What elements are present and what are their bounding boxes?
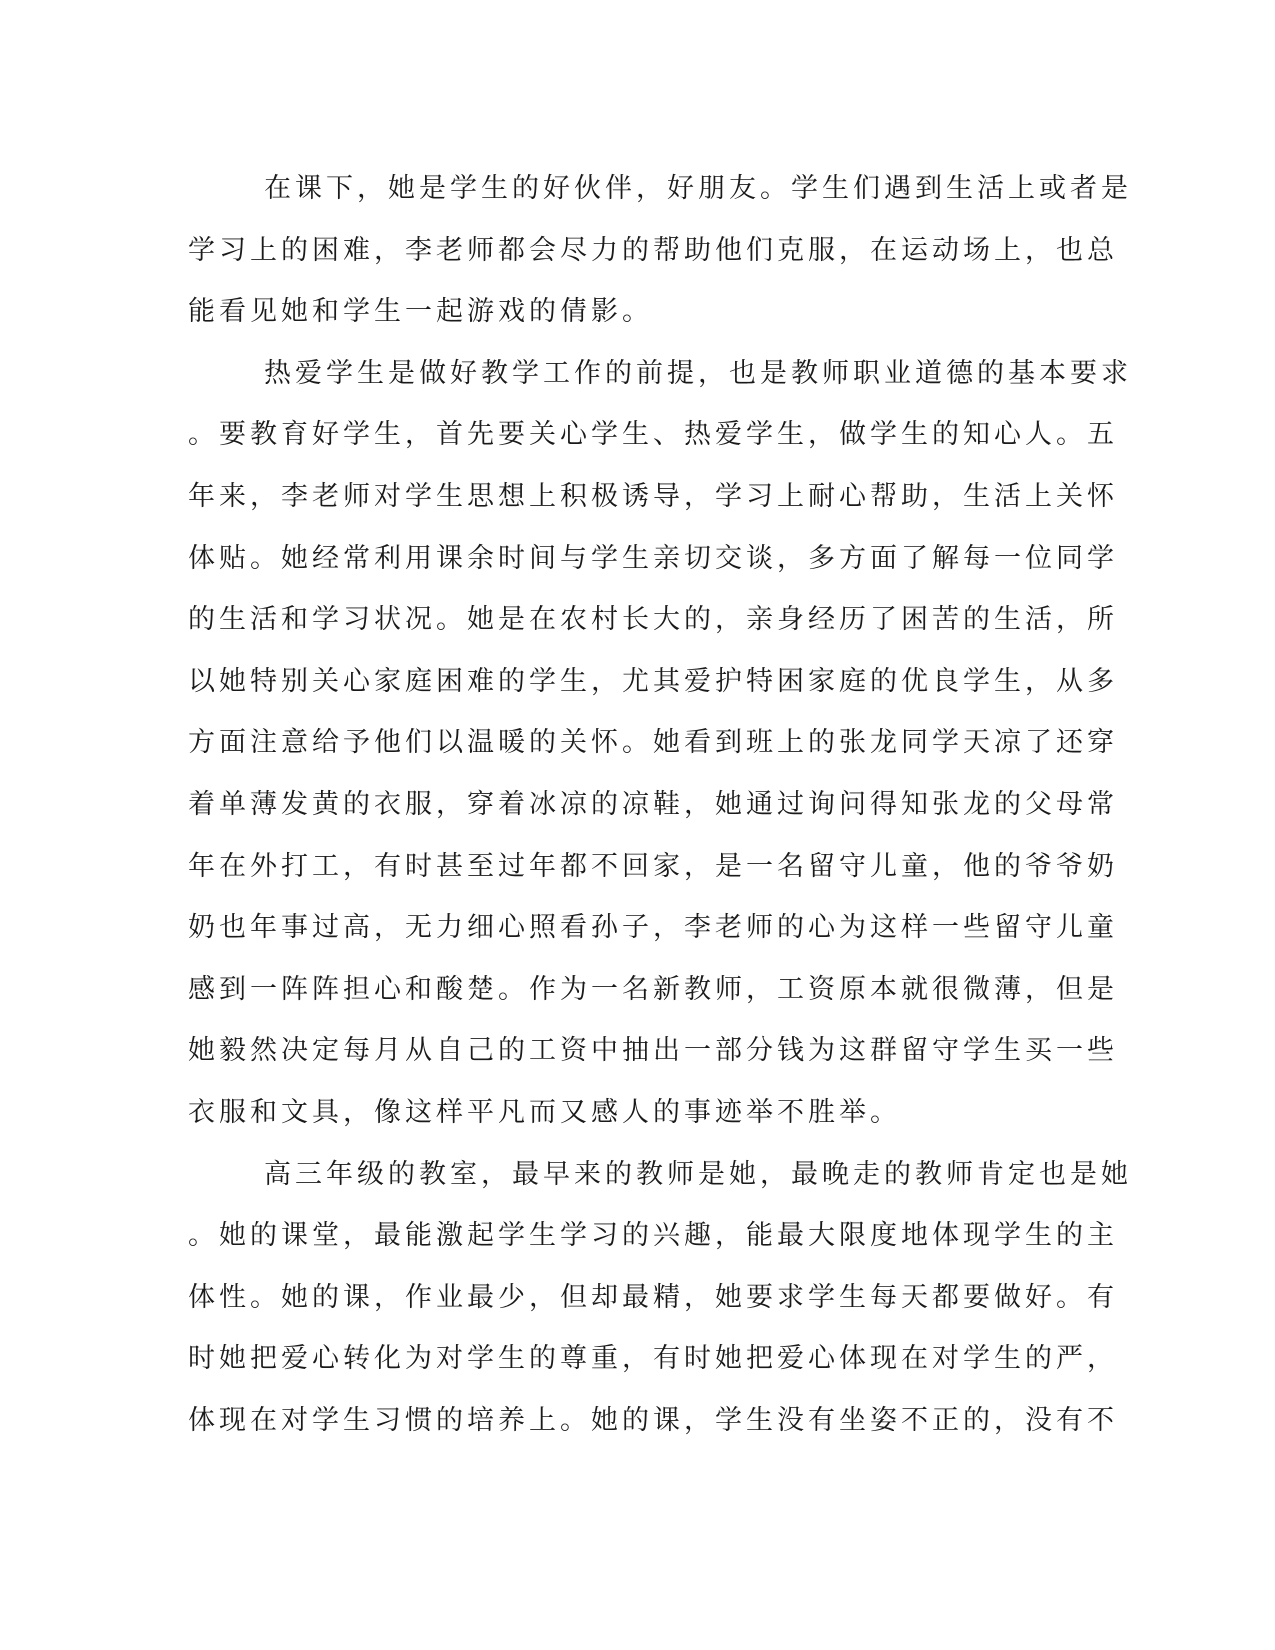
paragraph-line: 着单薄发黄的衣服，穿着冰凉的凉鞋，她通过询问得知张龙的父母常 — [188, 788, 1118, 820]
paragraph-1 — [188, 158, 1132, 343]
paragraph-line: 方面注意给予他们以温暖的关怀。她看到班上的张龙同学天凉了还穿 — [188, 727, 1118, 759]
paragraph-line: 体性。她的课，作业最少，但却最精，她要求学生每天都要做好。有 — [188, 1281, 1118, 1313]
paragraph-3 — [188, 1144, 1132, 1452]
paragraph-line: 能看见她和学生一起游戏的倩影。 — [188, 296, 653, 328]
paragraph-line: 年来，李老师对学生思想上积极诱导，学习上耐心帮助，生活上关怀 — [188, 480, 1118, 512]
paragraph-line: 奶也年事过高，无力细心照看孙子，李老师的心为这样一些留守儿童 — [188, 912, 1118, 944]
paragraph-line: 。要教育好学生，首先要关心学生、热爱学生，做学生的知心人。五 — [188, 419, 1118, 451]
paragraph-line: 衣服和文具，像这样平凡而又感人的事迹举不胜举。 — [188, 1096, 901, 1128]
paragraph-line: 学习上的困难，李老师都会尽力的帮助他们克服，在运动场上，也总 — [188, 234, 1118, 266]
paragraph-line: 年在外打工，有时甚至过年都不回家，是一名留守儿童，他的爷爷奶 — [188, 850, 1118, 882]
paragraph-line: 体现在对学生习惯的培养上。她的课，学生没有坐姿不正的，没有不 — [188, 1404, 1118, 1436]
paragraph-line: 。她的课堂，最能激起学生学习的兴趣，能最大限度地体现学生的主 — [188, 1220, 1118, 1252]
paragraph-line: 热爱学生是做好教学工作的前提，也是教师职业道德的基本要求 — [264, 357, 1132, 389]
body-text — [188, 158, 1132, 1451]
paragraph-line: 以她特别关心家庭困难的学生，尤其爱护特困家庭的优良学生，从多 — [188, 665, 1118, 697]
paragraph-line: 的生活和学习状况。她是在农村长大的，亲身经历了困苦的生活，所 — [188, 604, 1118, 636]
paragraph-2 — [188, 343, 1132, 1144]
paragraph-line: 时她把爱心转化为对学生的尊重，有时她把爱心体现在对学生的严， — [188, 1343, 1118, 1375]
paragraph-line: 感到一阵阵担心和酸楚。作为一名新教师，工资原本就很微薄，但是 — [188, 973, 1118, 1005]
paragraph-line: 她毅然决定每月从自己的工资中抽出一部分钱为这群留守学生买一些 — [188, 1035, 1118, 1067]
paragraph-line: 体贴。她经常利用课余时间与学生亲切交谈，多方面了解每一位同学 — [188, 542, 1118, 574]
paragraph-line: 在课下，她是学生的好伙伴，好朋友。学生们遇到生活上或者是 — [264, 173, 1132, 204]
paragraph-line: 高三年级的教室，最早来的教师是她，最晚走的教师肯定也是她 — [264, 1158, 1132, 1190]
